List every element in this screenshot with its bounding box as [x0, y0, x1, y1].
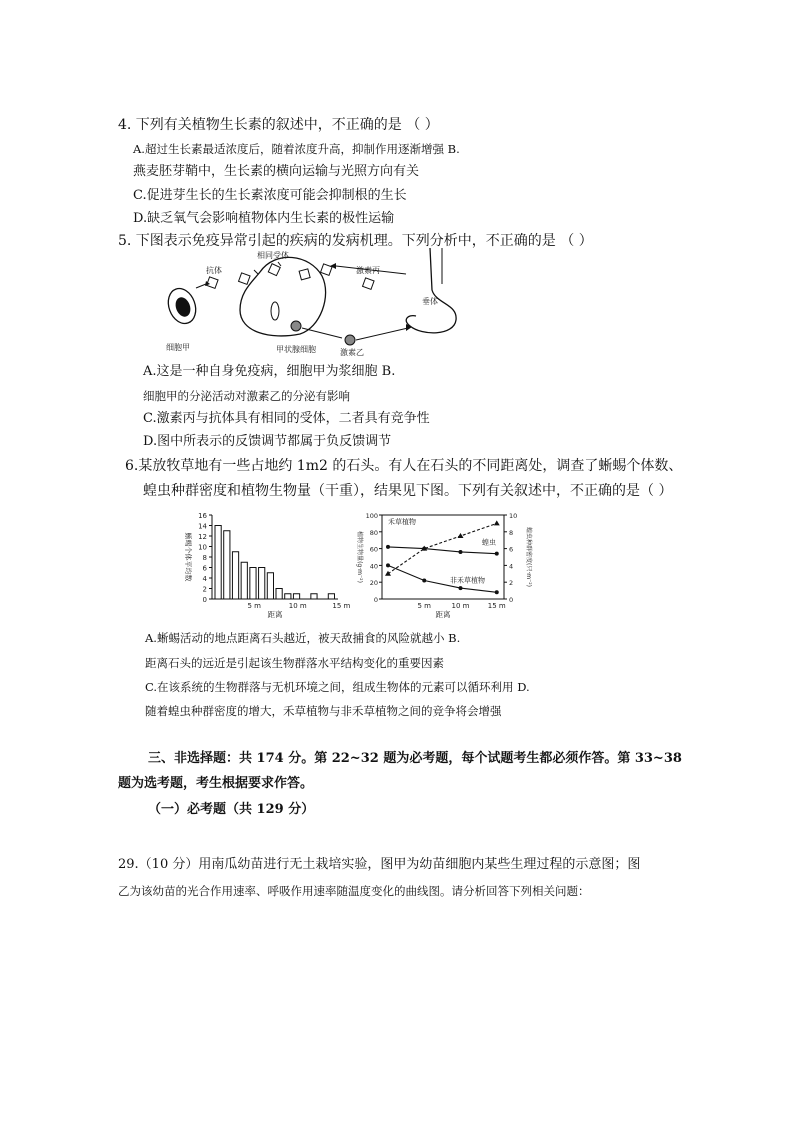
right-tick-label: 0 — [509, 596, 514, 604]
left-tick-label: 0 — [373, 596, 378, 604]
antibody-shape-2 — [239, 273, 251, 285]
y-tick-label: 8 — [202, 554, 207, 562]
lizard-bar-chart — [178, 509, 351, 619]
bar — [224, 531, 230, 599]
right-axis-label: 蝗虫种群密度(只·m⁻²) — [525, 526, 532, 588]
section3-line2: 题为选考题，考生根据要求作答。 — [118, 776, 314, 791]
section3-line1: 三、非选择题：共 174 分。第 22~32 题为必考题，每个试题考生都必须作答。第 33~38 — [148, 751, 682, 766]
x-tick-label: 15 m — [332, 602, 351, 610]
q4-option-b: 燕麦胚芽鞘中，生长素的横向运输与光照方向有关 — [133, 164, 420, 179]
series-label: 蝗虫 — [482, 538, 496, 547]
bar — [250, 568, 256, 600]
x-tick-label: 10 m — [288, 602, 307, 610]
q4-option-c: C.促进芽生长的生长素浓度可能会抑制根的生长 — [133, 188, 407, 203]
series-point — [459, 550, 463, 554]
series-point — [495, 590, 499, 594]
antibody-shape — [207, 277, 219, 289]
q6-stem-line2: 蝗虫种群密度和植物生物量（干重），结果见下图。下列有关叙述中，不正确的是（ ） — [143, 483, 673, 499]
q5-option-a: A.这是一种自身免疫病，细胞甲为浆细胞 B. — [143, 364, 396, 379]
q5-option-d: D.图中所表示的反馈调节都属于负反馈调节 — [143, 434, 392, 449]
y-tick-label: 0 — [202, 596, 207, 604]
bar — [232, 552, 238, 599]
series-point — [386, 563, 390, 567]
series-line — [388, 523, 497, 573]
x-axis-label: 距离 — [435, 610, 451, 619]
x-tick-label: 10 m — [451, 602, 470, 610]
q6-option-a: A.蜥蜴活动的地点距离石头越近，被天敌捕食的风险就越小 B. — [145, 631, 461, 645]
left-axis-label: 植物生物量(g·m⁻²) — [356, 531, 363, 583]
y-tick-label: 6 — [202, 564, 207, 573]
y-tick-label: 4 — [202, 575, 207, 583]
q6-option-d: 随着蝗虫种群密度的增大，禾草植物与非禾草植物之间的竞争将会增强 — [145, 704, 502, 718]
pituitary-label: 垂体 — [422, 297, 438, 306]
bar — [276, 589, 282, 600]
bar — [241, 562, 247, 599]
series-point — [385, 571, 391, 576]
q5-option-c: C.激素丙与抗体具有相同的受体，二者具有竞争性 — [143, 411, 430, 426]
bar — [215, 526, 221, 600]
q4-option-d: D.缺乏氧气会影响植物体内生长素的极性运输 — [133, 211, 395, 226]
q4-stem: 4. 下列有关植物生长素的叙述中，不正确的是 （ ） — [118, 117, 439, 133]
right-tick-label: 6 — [509, 545, 514, 554]
bar — [328, 594, 334, 599]
cell-a — [164, 285, 201, 328]
series-line — [388, 547, 497, 554]
biomass-line-chart — [354, 509, 534, 617]
hormone-bing-label: 激素丙 — [356, 266, 380, 275]
series-label: 禾草植物 — [388, 518, 416, 526]
section3-subheading: （一）必考题（共 129 分） — [148, 802, 315, 817]
y-tick-label: 10 — [198, 543, 207, 552]
cell-a-label: 细胞甲 — [166, 343, 190, 352]
q6-option-c: C.在该系统的生物群落与无机环境之间，组成生物体的元素可以循环利用 D. — [145, 680, 530, 694]
left-tick-label: 60 — [369, 545, 378, 554]
thyroid-cell — [240, 257, 326, 336]
right-tick-label: 4 — [509, 562, 514, 571]
hormone-yi-dot — [291, 321, 301, 331]
immune-diagram — [160, 244, 470, 360]
thyroid-label: 甲状腺细胞 — [276, 345, 316, 354]
q5-stem: 5. 下图表示免疫异常引起的疾病的发病机理。下列分析中，不正确的是 （ ） — [118, 233, 593, 249]
antibody-label: 抗体 — [206, 266, 222, 275]
series-point — [422, 579, 426, 583]
bar — [293, 594, 299, 599]
nucleus — [271, 302, 279, 320]
series-label: 非禾草植物 — [450, 576, 485, 585]
right-tick-label: 10 — [509, 512, 518, 520]
right-tick-label: 2 — [509, 579, 514, 588]
y-tick-label: 12 — [198, 533, 207, 541]
y-tick-label: 16 — [198, 512, 207, 520]
series-point — [494, 520, 500, 525]
bar — [311, 594, 317, 599]
x-tick-label: 15 m — [487, 602, 506, 610]
q5-option-b: 细胞甲的分泌活动对激素乙的分泌有影响 — [143, 389, 350, 403]
q29-line1: 29.（10 分）用南瓜幼苗进行无土栽培实验，图甲为幼苗细胞内某些生理过程的示意图；图 — [118, 857, 641, 872]
pituitary — [406, 248, 456, 333]
left-tick-label: 80 — [369, 528, 378, 537]
hormone-yi-label: 激素乙 — [340, 348, 364, 357]
q29-line2: 乙为该幼苗的光合作用速率、呼吸作用速率随温度变化的曲线图。请分析回答下列相关问题： — [118, 884, 590, 898]
y-tick-label: 14 — [198, 522, 207, 531]
bar — [285, 594, 291, 599]
series-point — [458, 533, 464, 538]
left-tick-label: 20 — [369, 579, 378, 588]
series-point — [495, 552, 499, 556]
q6-option-b: 距离石头的远近是引起该生物群落水平结构变化的重要因素 — [145, 656, 444, 670]
right-tick-label: 8 — [509, 528, 514, 537]
series-point — [459, 586, 463, 590]
x-tick-label: 5 m — [247, 602, 261, 610]
same-receptor-label: 相同受体 — [257, 251, 289, 260]
y-axis-label: 蜥蜴个体平均数 — [184, 532, 192, 582]
q4-option-a: A.超过生长素最适浓度后，随着浓度升高，抑制作用逐渐增强 B. — [133, 142, 460, 156]
series-point — [386, 545, 390, 549]
bar — [267, 573, 273, 599]
y-tick-label: 2 — [202, 585, 207, 594]
bar — [259, 568, 265, 600]
left-tick-label: 100 — [365, 512, 378, 520]
x-tick-label: 5 m — [417, 602, 431, 610]
x-axis-label: 距离 — [267, 610, 283, 619]
plot-frame — [382, 515, 504, 599]
left-tick-label: 40 — [369, 562, 378, 571]
q6-stem-line1: 6.某放牧草地有一些占地约 1m2 的石头。有人在石头的不同距离处，调查了蜥蜴个体数、 — [125, 458, 683, 474]
